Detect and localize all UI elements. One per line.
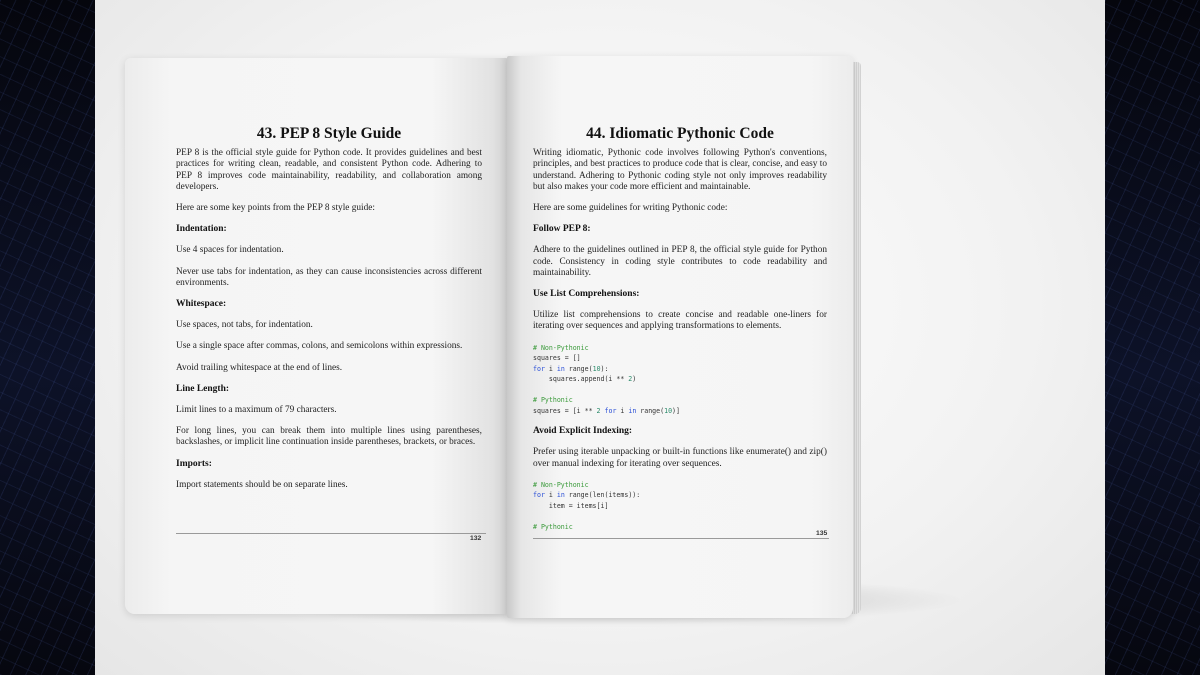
code-keyword: for [533,364,545,373]
avoid-indexing-heading: Avoid Explicit Indexing: [533,426,633,437]
code-block-non-pythonic-squares [533,343,827,385]
code-text: squares = [i ** [533,406,597,415]
pythonic-guidelines-intro: Here are some guidelines for writing Pythonic code: [533,203,728,214]
code-number: 2 [596,406,601,415]
whitespace-heading: Whitespace: [176,299,227,310]
indentation-paragraph-2: Never use tabs for indentation, as they can cause inconsistencies across different environments. [176,266,482,288]
code-number: 10 [664,406,673,415]
follow-pep8-paragraph: Adhere to the guidelines outlined in PEP 8, the official style guide for Python code. Consistency in coding style contributes to code readability and maintainability. [533,245,827,278]
code-block-pythonic-indexing [533,522,827,533]
code-block-non-pythonic-indexing [533,480,827,512]
code-text: i [616,406,629,415]
left-footer-rule [176,533,486,534]
avoid-indexing-paragraph: Prefer using iterable unpacking or built-in functions like enumerate() and zip() over manual indexing for iterating over sequences. [533,447,827,469]
code-text: range(len(items)): [564,491,641,500]
follow-pep8-heading: Follow PEP 8: [533,224,591,235]
right-page-number: 135 [816,530,828,537]
list-comprehensions-paragraph: Utilize list comprehensions to create concise and readable one-liners for iterating over sequences and applying transformations to elements. [533,310,827,332]
pythonic-intro: Writing idiomatic, Pythonic code involves following Python's conventions, principles, and best practices to produce code that is clear, concise, and easy to understand. Adhering to Pythonic coding style not only improves readability but also makes your code more efficient and maintainable. [533,148,827,192]
background-left-panel [0,0,95,675]
code-text: range( [636,406,665,415]
code-text: item = items[i] [533,502,609,510]
chapter-title-pythonic: 44. Idiomatic Pythonic Code [586,125,774,142]
indentation-paragraph-1: Use 4 spaces for indentation. [176,245,284,256]
code-keyword: in [556,364,565,373]
code-text: ) [632,375,637,384]
left-page-number: 132 [470,535,482,542]
whitespace-paragraph-2: Use a single space after commas, colons, and semicolons within expressions. [176,341,463,352]
right-page-content [533,126,827,542]
code-keyword: for [604,406,617,415]
code-text: range( [564,364,593,373]
code-text: i [544,364,557,373]
code-text: ): [600,364,609,373]
code-comment: # Non-Pythonic [533,343,589,352]
line-length-paragraph-2: For long lines, you can break them into multiple lines using parentheses, backslashes, or implicit line continuation inside parentheses, brackets, or braces. [176,426,482,448]
code-keyword: in [556,491,565,500]
line-length-paragraph-1: Limit lines to a maximum of 79 characters. [176,405,337,416]
code-line: squares = [] [533,354,581,363]
code-number: 10 [592,364,601,373]
imports-paragraph-1: Import statements should be on separate lines. [176,479,348,490]
code-comment: # Pythonic [533,522,573,531]
left-page-content [176,126,482,501]
code-keyword: for [533,491,545,500]
code-comment: # Non-Pythonic [533,480,589,489]
code-keyword: in [628,406,637,415]
chapter-title-pep8: 43. PEP 8 Style Guide [256,125,402,142]
code-text: )] [672,406,680,415]
indentation-heading: Indentation: [176,224,227,235]
imports-heading: Imports: [176,458,212,469]
line-length-heading: Line Length: [176,383,230,394]
pep8-intro: PEP 8 is the official style guide for Python code. It provides guidelines and best practices for writing clean, readable, and consistent Python code. Adhering to PEP 8 improves code maintainability, readability, and collaboration among developers. [176,148,482,192]
code-number: 2 [628,375,633,384]
whitespace-paragraph-1: Use spaces, not tabs, for indentation. [176,320,313,331]
code-text: i [544,491,557,500]
code-comment: # Pythonic [533,396,573,405]
right-footer-rule [533,538,829,539]
whitespace-paragraph-3: Avoid trailing whitespace at the end of lines. [176,362,343,373]
code-text: squares.append(i ** [533,375,629,384]
background-right-panel [1105,0,1200,675]
list-comprehensions-heading: Use List Comprehensions: [533,289,640,300]
code-block-pythonic-squares [533,395,827,416]
pep8-key-points: Here are some key points from the PEP 8 style guide: [176,203,375,214]
